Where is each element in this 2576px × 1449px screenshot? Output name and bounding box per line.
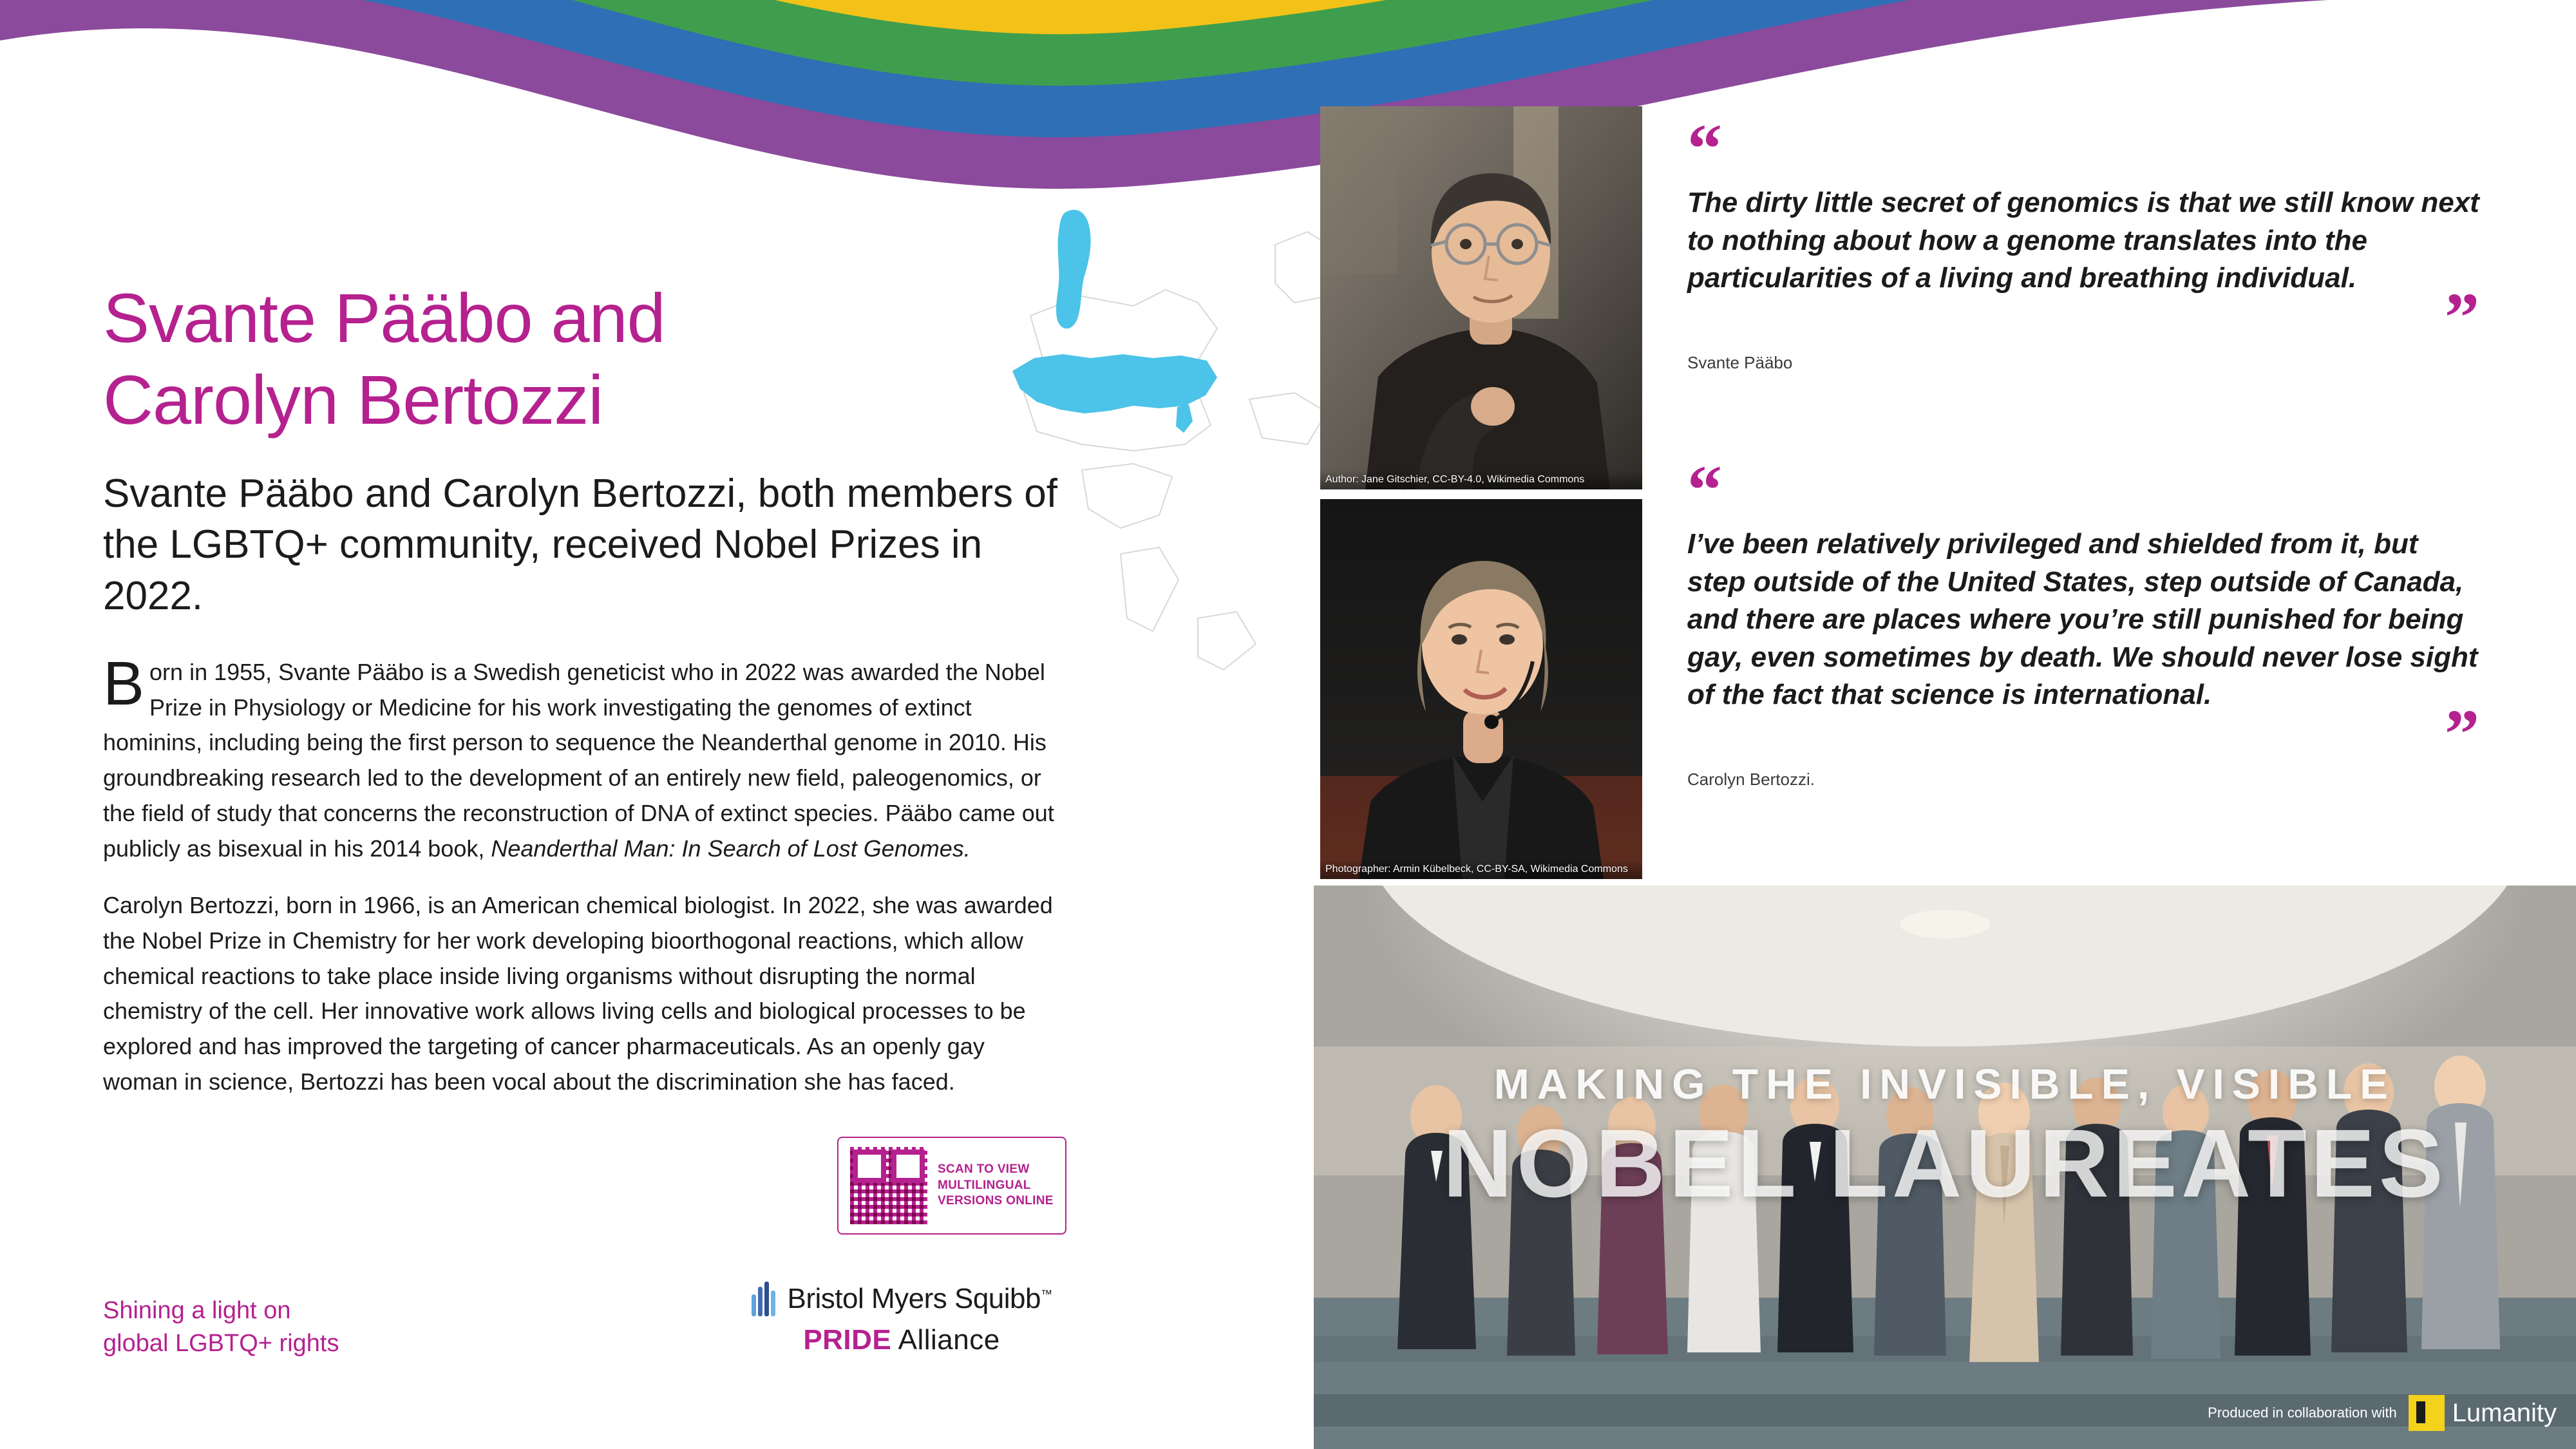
quote-block-bertozzi [1687,452,2479,790]
photo-headline-primary: MAKING THE INVISIBLE, VISIBLE [1493,1060,2396,1108]
carolyn-bertozzi-portrait [1320,499,1642,879]
quote-one-attribution: Svante Pääbo [1687,352,1793,372]
page-title-line-2: Carolyn Bertozzi [103,361,603,439]
paragraph-one [103,649,1063,866]
bms-logo-lockup [734,1282,1069,1316]
quote-open-mark-icon: “ [1687,111,1722,187]
photo-headline-secondary: NOBEL LAUREATES [1443,1109,2447,1217]
alliance-label: Alliance [898,1324,1000,1356]
lumanity-name: Lumanity [2452,1398,2557,1427]
quote-two-close-mark-icon: ” [2445,696,2479,773]
bms-mark-icon [752,1282,779,1316]
qr-callout-text [938,1162,1054,1209]
footer-tagline-line-2: global LGBTQ+ rights [103,1330,339,1358]
bms-company-name [788,1283,1052,1315]
paragraph-one-text: orn in 1955, Svante Pääbo is a Swedish geneticist who in 2022 was awarded the Nobel Prize in Physiology or Medicine for his work investigating the genomes of extinct hominins, including being the first person to sequence the Neanderthal genome in 2010. His groundbreaking research led to the development of an entirely new field, paleogenomics, or the field of study that concerns the reconstruction of DNA of extinct species. Pääbo came out publicly as bisexual in his 2014 book, [103,658,1054,862]
left-content-column [103,277,1069,1100]
portrait-two-credit: Photographer: Armin Kübelbeck, CC-BY-SA, Wikimedia Commons [1320,860,1642,879]
body-copy [103,649,1063,1100]
page-title [103,277,1069,441]
pride-label: PRIDE [803,1324,892,1356]
qr-line-2: MULTILINGUAL [938,1178,1031,1192]
quote-close-mark-icon: ” [2445,279,2479,356]
bms-company-text: Bristol Myers Squibb [787,1283,1041,1314]
lumanity-mark-icon [2409,1395,2445,1431]
footer-tagline [103,1294,339,1361]
page-title-line-1: Svante Pääbo and [103,279,665,357]
quote-two-text: I’ve been relatively privileged and shielded from it, but step outside of the United States, step outside of Canada, and there are places where you’re still punished for being gay, even sometimes by death. We should never lose sight of the fact that science is international. [1687,528,2478,711]
qr-code-icon[interactable] [850,1147,927,1224]
drop-cap: B [103,649,145,718]
portrait-one-credit: Author: Jane Gitschier, CC-BY-4.0, Wikimedia Commons [1320,470,1642,489]
nobel-laureates-group-photo [1314,886,2576,1449]
bristol-myers-squibb-logo [734,1282,1069,1356]
qr-line-3: VERSIONS ONLINE [938,1194,1054,1208]
map-region-united-states [1012,354,1217,413]
quote-one-text: The dirty little secret of genomics is that we still know next to nothing about how a genome translates into the particularities of a living and breathing individual. [1687,187,2479,294]
svante-paabo-portrait [1320,106,1642,489]
quote-block-paabo [1687,111,2479,373]
paragraph-two: Carolyn Bertozzi, born in 1966, is an American chemical biologist. In 2022, she was awarded the Nobel Prize in Chemistry for her work developing bioorthogonal reactions, which allow chemical reactions to take place inside living organisms without disrupting the normal chemistry of the cell. Her innovative work allows living cells and biological processes to be explored and has improved the targeting of cancer pharmaceuticals. As an openly gay woman in science, Bertozzi has been vocal about the discrimination she has faced. [103,892,1053,1095]
page-subtitle: Svante Pääbo and Carolyn Bertozzi, both members of the LGBTQ+ community, received Nobel Prizes in 2022. [103,471,1057,618]
portrait-two-image [1320,499,1642,879]
map-region-us-florida [1176,404,1193,433]
qr-callout[interactable] [837,1137,1066,1235]
qr-line-1: SCAN TO VIEW [938,1162,1030,1176]
portrait-one-image [1320,106,1642,489]
collaboration-credit [2208,1395,2557,1431]
quote-two-open-mark-icon: “ [1687,452,1722,529]
footer-tagline-line-1: Shining a light on [103,1297,291,1324]
map-region-sweden [1056,210,1091,329]
book-title-italic: Neanderthal Man: In Search of Lost Genomes. [491,835,971,862]
bms-trademark: ™ [1040,1287,1052,1301]
lumanity-logo [2409,1395,2557,1431]
pride-alliance-lockup [734,1324,1069,1356]
collaboration-text: Produced in collaboration with [2208,1405,2397,1421]
quote-two-attribution: Carolyn Bertozzi. [1687,769,1815,789]
